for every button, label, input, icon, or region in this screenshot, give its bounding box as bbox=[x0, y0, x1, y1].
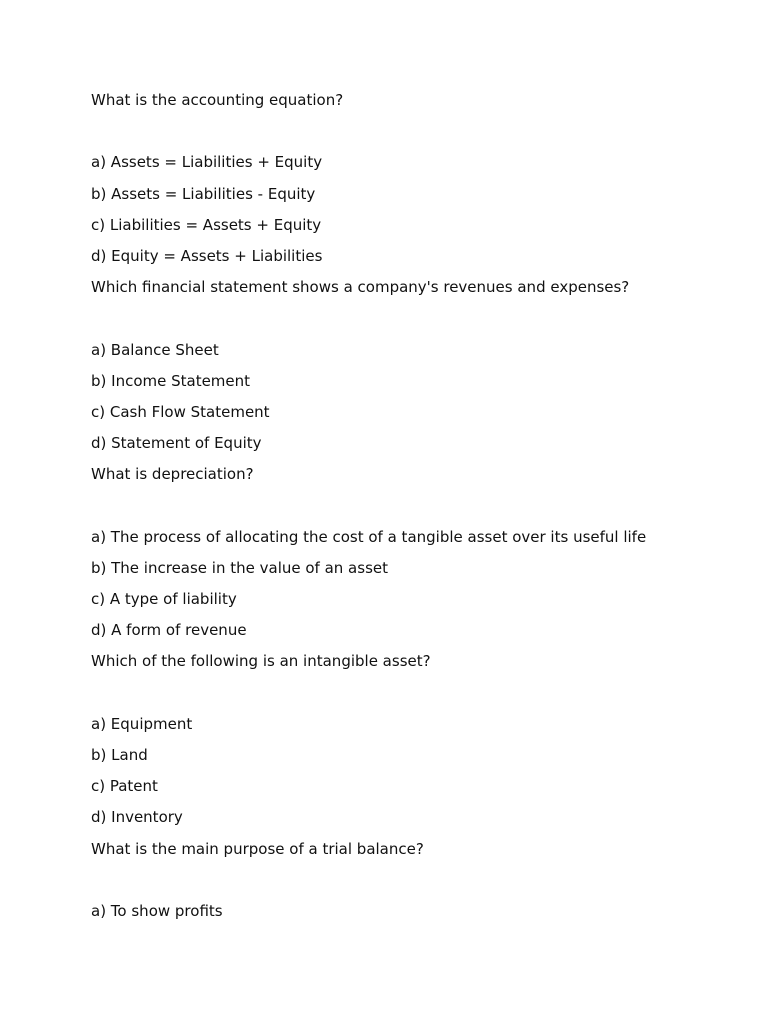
document-page bbox=[91, 90, 731, 932]
question-2-option-d: d) Statement of Equity bbox=[91, 434, 262, 453]
question-2-option-c: c) Cash Flow Statement bbox=[91, 402, 270, 421]
question-4-option-a: a) Equipment bbox=[91, 714, 193, 733]
question-2-option-b: b) Income Statement bbox=[91, 371, 251, 390]
question-5: What is the main purpose of a trial balance? bbox=[91, 839, 424, 858]
question-1-option-d: d) Equity = Assets + Liabilities bbox=[91, 246, 323, 265]
question-5-option-a: a) To show profits bbox=[91, 901, 223, 920]
question-3-option-c: c) A type of liability bbox=[91, 590, 237, 609]
question-1: What is the accounting equation? bbox=[91, 91, 344, 109]
question-4-option-c: c) Patent bbox=[91, 777, 158, 796]
question-3: What is depreciation? bbox=[91, 465, 254, 484]
question-1-option-c: c) Liabilities = Assets + Equity bbox=[91, 215, 322, 234]
question-4-option-b: b) Land bbox=[91, 746, 148, 764]
question-2-option-a: a) Balance Sheet bbox=[91, 340, 219, 359]
question-3-option-b: b) The increase in the value of an asset bbox=[91, 558, 388, 577]
question-2: Which financial statement shows a company's revenues and expenses? bbox=[91, 278, 630, 297]
question-3-option-d: d) A form of revenue bbox=[91, 621, 247, 640]
question-4: Which of the following is an intangible asset? bbox=[91, 652, 431, 671]
question-1-option-b: b) Assets = Liabilities - Equity bbox=[91, 184, 316, 203]
question-4-option-d: d) Inventory bbox=[91, 808, 183, 827]
question-3-option-a: a) The process of allocating the cost of a tangible asset over its useful life bbox=[91, 527, 647, 546]
question-1-option-a: a) Assets = Liabilities + Equity bbox=[91, 153, 323, 172]
